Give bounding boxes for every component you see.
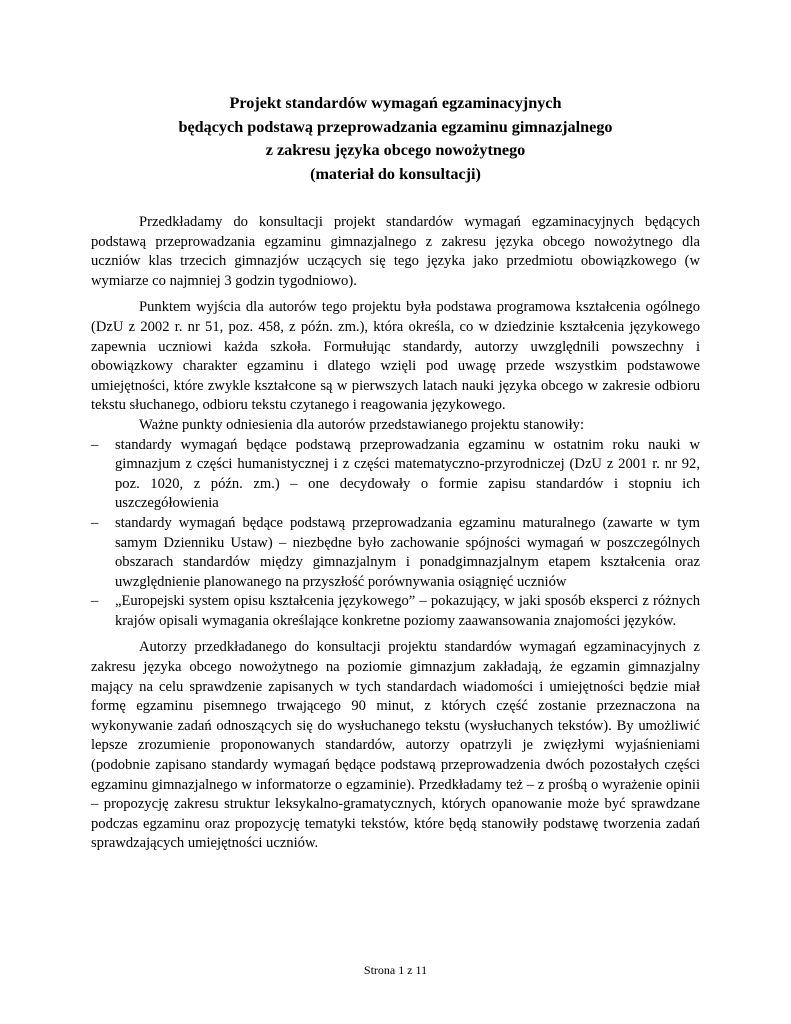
closing-paragraph: Autorzy przedkładanego do konsultacji projektu standardów wymagań egzaminacyjnych z zakresu języka obcego nowożytnego na poziomie gimnazjum zakładają, że egzamin gimnazjalny mający na celu sprawdzenie zapisanych w tych standardach wiadomości i umiejętności będzie miał formę egzaminu pisemnego trwającego 90 minut, z których część zostanie przeznaczona na wykonywanie zadań odnoszących się do wysłuchanego tekstu (wysłuchanych tekstów). By umożliwić lepsze zrozumienie proponowanych standardów, autorzy opatrzyli je zwięzłymi wyjaśnieniami (podobnie zapisano standardy wymagań będące podstawą przeprowadzenia dwóch pozostałych części egzaminu gimnazjalnego w informatorze o egzaminie). Przedkładamy też – z prośbą o wyrażenie opinii – propozycję zakresu struktur leksykalno-gramatycznych, których opanowanie może być sprawdzane podczas egzaminu oraz propozycję tematyki tekstów, które będą stanowiły podstawę tworzenia zadań sprawdzających umiejętności uczniów. (91, 639, 700, 852)
list-item (91, 436, 700, 514)
title-line-4: (materiał do konsultacji) (310, 164, 481, 183)
title-line-2: będących podstawą przeprowadzania egzaminu gimnazjalnego (178, 117, 613, 136)
dash-marker: – (91, 593, 99, 610)
list-item-text: standardy wymagań będące podstawą przeprowadzania egzaminu maturalnego (zawarte w tym samym Dzienniku Ustaw) – niezbędne było zachowanie spójności wymagań w poszczególnych obszarach standardów między gimnazjalnym i ponadgimnazjalnym etapem kształcenia oraz uwzględnienie planowanego na przyszłość porównywania osiągnięć uczniów (115, 514, 700, 590)
list-item (91, 592, 700, 631)
intro-paragraph: Przedkładamy do konsultacji projekt standardów wymagań egzaminacyjnych będących podstawą przeprowadzania egzaminu gimnazjalnego z zakresu języka obcego nowożytnego dla uczniów klas trzecich gimnazjów uczących się tego języka jako przedmiotu obowiązkowego (w wymiarze co najmniej 3 godzin tygodniowo). (91, 214, 700, 289)
basis-paragraph: Punktem wyjścia dla autorów tego projektu była podstawa programowa kształcenia ogólnego (DzU z 2002 r. nr 51, poz. 458, z późn. zm.), która określa, co w dziedzinie kształcenia językowego zapewnia uczniowi każda szkoła. Formułując standardy, autorzy uwzględnili powszechny i obowiązkowy charakter egzaminu i dlatego wzięli pod uwagę przede wszystkim podstawowe umiejętności, które zwykle kształcone są w pierwszych latach nauki języka obcego w zakresie odbioru tekstu słuchanego, odbioru tekstu czytanego i reagowania językowego. (91, 299, 700, 414)
document-title (0, 92, 791, 186)
list-item-text: „Europejski system opisu kształcenia językowego” – pokazujący, w jaki sposób eksperci z różnych krajów opisali wymagania określające konkretne poziomy zaawansowania znajomości języków. (115, 593, 700, 629)
reference-points-list (91, 436, 700, 632)
title-line-3: z zakresu języka obcego nowożytnego (265, 141, 526, 159)
document-body (91, 213, 700, 854)
title-line-1: Projekt standardów wymagań egzaminacyjnych (229, 94, 562, 112)
reference-intro: Ważne punkty odniesienia dla autorów przedstawianego projektu stanowiły: (139, 416, 585, 433)
page-number: Strona 1 z 11 (363, 963, 428, 977)
dash-marker: – (91, 436, 99, 453)
list-item (91, 514, 700, 592)
list-item-text: standardy wymagań będące podstawą przeprowadzania egzaminu w ostatnim roku nauki w gimnazjum z części humanistycznej i z części matematyczno-przyrodniczej (DzU z 2001 r. nr 92, poz. 1020, z późn. zm.) – one decydowały o formie zapisu standardów i stopniu ich uszczegółowienia (115, 436, 700, 512)
dash-marker: – (91, 514, 99, 531)
